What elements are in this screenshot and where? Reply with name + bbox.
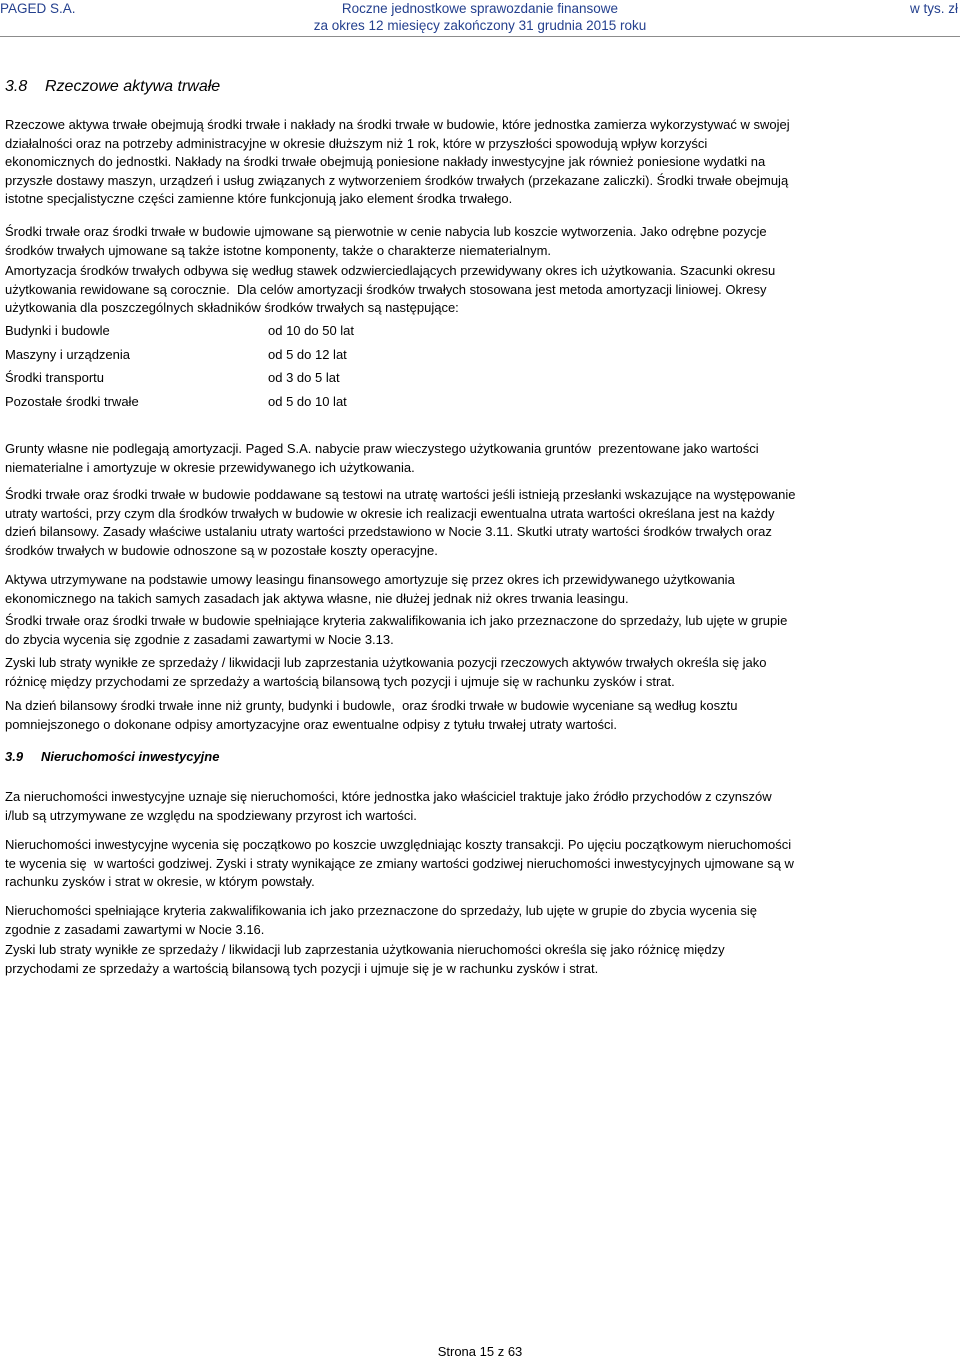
paragraph-line: Na dzień bilansowy środki trwałe inne niż grunty, budynki i budowle, oraz środki trwałe w budowie wyceniane są według kosztu (5, 698, 738, 713)
paragraph (5, 697, 905, 734)
paragraph-line: pomniejszonego o dokonane odpisy amortyzacyjne oraz ewentualne odpisy z tytułu trwałej utraty wartości. (5, 716, 618, 732)
report-period: za okres 12 miesięcy zakończony 31 grudnia 2015 roku (313, 18, 647, 33)
paragraph-line: środków trwałych w budowie odnoszone są w pozostałe koszty operacyjne. (5, 542, 438, 558)
paragraph-line: Za nieruchomości inwestycyjne uznaje się nieruchomości, które jednostka jako właściciel traktuje jako źródło przychodów z czynszów (5, 789, 772, 804)
paragraph-line: zgodnie z zasadami zawartymi w Nocie 3.16. (5, 921, 265, 937)
paragraph-line: przyszłe dostawy maszyn, urządzeń i usług związanych z wytworzeniem środków trwałych (przekazane zaliczki). Środki trwałe obejmują (5, 172, 789, 188)
report-title: Roczne jednostkowe sprawozdanie finansowe (341, 1, 619, 16)
paragraph (5, 486, 905, 560)
paragraph-line: te wycenia się w wartości godziwej. Zyski i straty wynikające ze zmiany wartości godziwej nieruchomości inwestycyjnych ujmowane są w (5, 855, 794, 871)
paragraph (5, 788, 905, 825)
useful-life-cell: od 3 do 5 lat (268, 370, 340, 385)
paragraph-line: do zbycia wycenia się zgodnie z zasadami zawartymi w Nocie 3.13. (5, 631, 394, 647)
section-heading-3-9 (0, 748, 960, 766)
paragraph (5, 612, 905, 649)
asset-category-cell: Budynki i budowle (5, 323, 110, 338)
paragraph (5, 262, 905, 318)
paragraph-line: przychodami ze sprzedaży a wartością bilansową tych pozycji i ujmuje się je w rachunku zysków i strat. (5, 960, 599, 976)
paragraph-line: Środki trwałe oraz środki trwałe w budowie ujmowane są pierwotnie w cenie nabycia lub koszcie wytworzenia. Jako odrębne pozycje (5, 224, 767, 239)
section-title: Nieruchomości inwestycyjne (41, 749, 220, 764)
section-heading-3-8 (0, 77, 960, 97)
table-row (0, 369, 600, 393)
paragraph-line: użytkowania dla poszczególnych składników środków trwałych są następujące: (5, 300, 459, 315)
asset-category-cell: Maszyny i urządzenia (5, 346, 130, 362)
paragraph-line: ekonomicznego na takich samych zasadach jak aktywa własne, nie dłużej jednak niż okres trwania leasingu. (5, 590, 629, 606)
paragraph (5, 440, 905, 477)
paragraph-line: Środki trwałe oraz środki trwałe w budowie poddawane są testowi na utratę wartości jeśli istnieją przesłanki wskazujące na występowanie (5, 487, 796, 502)
report-header (0, 0, 960, 34)
paragraph-line: Rzeczowe aktywa trwałe obejmują środki trwałe i nakłady na środki trwałe w budowie, które jednostka zamierza wykorzystywać w swojej (5, 117, 790, 132)
paragraph (5, 836, 905, 892)
table-row (0, 393, 600, 417)
company-name: PAGED S.A. (0, 1, 76, 16)
paragraph (5, 571, 905, 608)
paragraph-line: różnicę między przychodami ze sprzedaży a wartością bilansową tych pozycji i ujmuje się w rachunku zysków i strat. (5, 673, 675, 689)
paragraph (5, 116, 905, 209)
paragraph-line: Aktywa utrzymywane na podstawie umowy leasingu finansowego amortyzuje się przez okres ich przewidywanego użytkowania (5, 572, 735, 587)
currency-unit: w tys. zł (909, 1, 958, 16)
paragraph-line: działalności oraz na potrzeby administracyjne w okresie dłuższym niż 1 rok, które w przyszłości spowodują wpływ korzyści (5, 135, 708, 151)
useful-life-cell: od 10 do 50 lat (268, 323, 355, 338)
asset-category-cell: Pozostałe środki trwałe (5, 393, 139, 409)
paragraph-line: Środki trwałe oraz środki trwałe w budowie spełniające kryteria zakwalifikowania ich jako przeznaczone do sprzedaży, lub ujęte w grupie (5, 613, 788, 628)
section-title: Rzeczowe aktywa trwałe (45, 78, 221, 95)
useful-life-table (0, 322, 600, 416)
paragraph-line: użytkowania rewidowane są corocznie. Dla celów amortyzacji środków trwałych stosowana jest metoda amortyzacji liniowej. Okresy (5, 281, 767, 297)
page-number: Strona 15 z 63 (437, 1344, 523, 1359)
paragraph-line: Nieruchomości spełniające kryteria zakwalifikowania ich jako przeznaczone do sprzedaży, lub ujęte w grupie do zbycia wycenia się (5, 903, 757, 918)
paragraph-line: Zyski lub straty wynikłe ze sprzedaży / likwidacji lub zaprzestania użytkowania pozycji rzeczowych aktywów trwałych określa się jako (5, 655, 767, 670)
paragraph-line: ekonomicznych do jednostki. Nakłady na środki trwałe obejmują poniesione nakłady inwestycyjne jak również poniesione wydatki na (5, 154, 766, 169)
paragraph-line: Grunty własne nie podlegają amortyzacji. Paged S.A. nabycie praw wieczystego użytkowania gruntów prezentowane jako wartości (5, 441, 759, 456)
paragraph (5, 223, 905, 260)
useful-life-cell: od 5 do 12 lat (268, 346, 347, 362)
paragraph-line: Zyski lub straty wynikłe ze sprzedaży / likwidacji lub zaprzestania użytkowania nieruchomości określa się jako różnicę między (5, 942, 725, 957)
section-number: 3.8 (5, 78, 28, 95)
paragraph-line: dzień bilansowy. Zasady właściwe ustalaniu utraty wartości przedstawiono w Nocie 3.11. Skutki utraty wartości środków trwałych oraz (5, 524, 772, 539)
paragraph-line: istotne specjalistyczne części zamienne które funkcjonują jako element środka trwałego. (5, 191, 513, 206)
paragraph (5, 902, 905, 939)
paragraph-line: i/lub są utrzymywane ze względu na spodziewany przyrost ich wartości. (5, 807, 417, 823)
paragraph-line: Amortyzacja środków trwałych odbywa się według stawek odzwierciedlających przewidywany okres ich użytkowania. Szacunki okresu (5, 263, 776, 278)
header-divider (0, 36, 960, 37)
paragraph-line: środków trwałych ujmowane są także istotne komponenty, także o charakterze niematerialnym. (5, 242, 552, 258)
useful-life-cell: od 5 do 10 lat (268, 393, 347, 409)
paragraph (5, 654, 905, 691)
paragraph (5, 941, 905, 978)
paragraph-line: rachunku zysków i strat w okresie, w którym powstały. (5, 874, 315, 889)
section-number: 3.9 (5, 749, 24, 764)
paragraph-line: niematerialne i amortyzuje w okresie przewidywanego ich użytkowania. (5, 459, 415, 475)
paragraph-line: Nieruchomości inwestycyjne wycenia się początkowo po koszcie uwzględniając koszty transakcji. Po ujęciu początkowym nieruchomości (5, 837, 792, 852)
table-row (0, 346, 600, 370)
asset-category-cell: Środki transportu (5, 370, 104, 385)
paragraph-line: utraty wartości, przy czym dla środków trwałych w budowie w okresie ich realizacji ewentualna utrata wartości określana jest na każdy (5, 505, 775, 521)
table-row (0, 322, 600, 346)
